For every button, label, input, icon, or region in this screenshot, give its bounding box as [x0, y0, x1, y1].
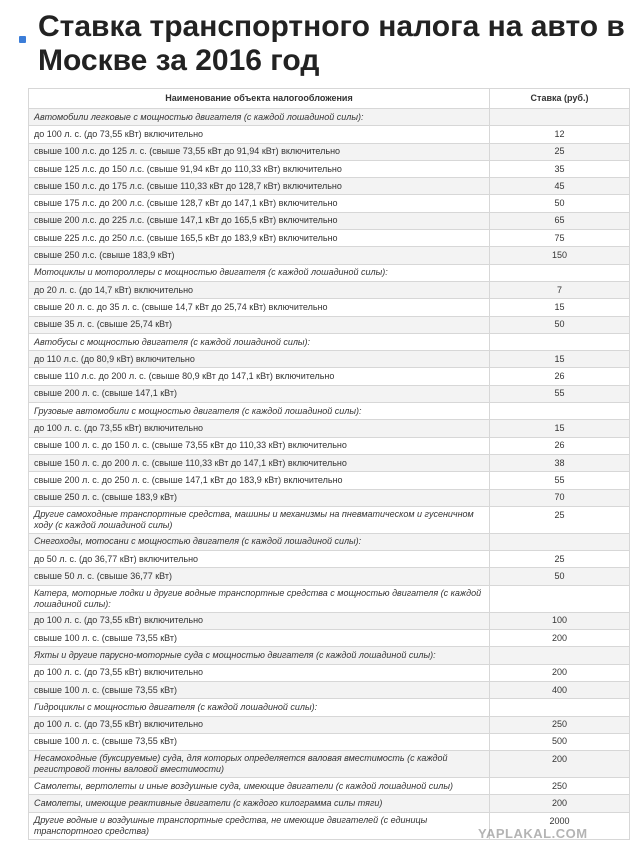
rate-cell: 26	[490, 437, 630, 454]
rate-cell: 35	[490, 160, 630, 177]
table-category-row	[29, 647, 630, 664]
rate-cell: 25	[490, 551, 630, 568]
object-name-cell: свыше 100 л. с. до 150 л. с. (свыше 73,55 кВт до 110,33 кВт) включительно	[29, 437, 490, 454]
table-row	[29, 551, 630, 568]
object-name-cell: свыше 110 л.с. до 200 л. с. (свыше 80,9 кВт до 147,1 кВт) включительно	[29, 368, 490, 385]
object-name-cell: до 100 л. с. (до 73,55 кВт) включительно	[29, 612, 490, 629]
table-category-row	[29, 795, 630, 812]
rate-cell	[490, 333, 630, 350]
table-row	[29, 454, 630, 471]
table-row	[29, 568, 630, 585]
header-rate: Ставка (руб.)	[490, 89, 630, 109]
rate-cell: 55	[490, 472, 630, 489]
category-name-cell: Яхты и другие парусно-моторные суда с мощностью двигателя (с каждой лошадиной силы):	[29, 647, 490, 664]
object-name-cell: свыше 250 л.с. (свыше 183,9 кВт)	[29, 247, 490, 264]
table-category-row	[29, 699, 630, 716]
rate-cell: 65	[490, 212, 630, 229]
table-row	[29, 178, 630, 195]
table-category-row	[29, 109, 630, 126]
rate-cell: 45	[490, 178, 630, 195]
object-name-cell: свыше 100 л. с. (свыше 73,55 кВт)	[29, 630, 490, 647]
category-name-cell: Грузовые автомобили с мощностью двигателя (с каждой лошадиной силы):	[29, 403, 490, 420]
table-category-row	[29, 506, 630, 533]
rate-cell: 70	[490, 489, 630, 506]
object-name-cell: свыше 100 л. с. (свыше 73,55 кВт)	[29, 681, 490, 698]
table-row	[29, 630, 630, 647]
table-row	[29, 420, 630, 437]
rate-cell: 2000	[490, 812, 630, 839]
rate-cell: 55	[490, 385, 630, 402]
table-row	[29, 681, 630, 698]
table-row	[29, 299, 630, 316]
object-name-cell: свыше 225 л.с. до 250 л.с. (свыше 165,5 кВт до 183,9 кВт) включительно	[29, 230, 490, 247]
table-category-row	[29, 778, 630, 795]
table-row	[29, 230, 630, 247]
rate-cell: 15	[490, 351, 630, 368]
object-name-cell: свыше 250 л. с. (свыше 183,9 кВт)	[29, 489, 490, 506]
rate-cell	[490, 585, 630, 612]
rate-cell: 150	[490, 247, 630, 264]
table-row	[29, 489, 630, 506]
category-name-cell: Гидроциклы с мощностью двигателя (с каждой лошадиной силы):	[29, 699, 490, 716]
table-row	[29, 281, 630, 298]
table-row	[29, 733, 630, 750]
rate-cell: 50	[490, 195, 630, 212]
table-row	[29, 143, 630, 160]
table-row	[29, 612, 630, 629]
table-row	[29, 160, 630, 177]
table-category-row	[29, 533, 630, 550]
object-name-cell: свыше 150 л.с. до 175 л.с. (свыше 110,33 кВт до 128,7 кВт) включительно	[29, 178, 490, 195]
rate-cell: 25	[490, 143, 630, 160]
category-name-cell: Катера, моторные лодки и другие водные транспортные средства с мощностью двигателя (с каждой лошадиной силы):	[29, 585, 490, 612]
table-row	[29, 126, 630, 143]
table-category-row	[29, 264, 630, 281]
title-bullet-icon	[19, 36, 26, 43]
rate-cell: 15	[490, 299, 630, 316]
rate-cell: 15	[490, 420, 630, 437]
rate-cell	[490, 647, 630, 664]
rate-cell: 200	[490, 630, 630, 647]
header-object-name: Наименование объекта налогообложения	[29, 89, 490, 109]
table-row	[29, 351, 630, 368]
rate-cell: 100	[490, 612, 630, 629]
table-row	[29, 472, 630, 489]
object-name-cell: свыше 200 л.с. до 225 л.с. (свыше 147,1 кВт до 165,5 кВт) включительно	[29, 212, 490, 229]
object-name-cell: до 100 л. с. (до 73,55 кВт) включительно	[29, 664, 490, 681]
table-category-row	[29, 403, 630, 420]
table-row	[29, 385, 630, 402]
rate-cell	[490, 533, 630, 550]
object-name-cell: свыше 50 л. с. (свыше 36,77 кВт)	[29, 568, 490, 585]
category-name-cell: Самолеты, имеющие реактивные двигатели (с каждого килограмма силы тяги)	[29, 795, 490, 812]
category-name-cell: Автобусы с мощностью двигателя (с каждой лошадиной силы):	[29, 333, 490, 350]
object-name-cell: свыше 150 л. с. до 200 л. с. (свыше 110,33 кВт до 147,1 кВт) включительно	[29, 454, 490, 471]
category-name-cell: Самолеты, вертолеты и иные воздушные суда, имеющие двигатели (с каждой лошадиной силы)	[29, 778, 490, 795]
table-row	[29, 212, 630, 229]
rate-cell	[490, 109, 630, 126]
rate-cell	[490, 264, 630, 281]
table-header-row	[29, 89, 630, 109]
rate-cell: 500	[490, 733, 630, 750]
table-row	[29, 247, 630, 264]
rate-cell: 26	[490, 368, 630, 385]
object-name-cell: свыше 100 л.с. до 125 л. с. (свыше 73,55 кВт до 91,94 кВт) включительно	[29, 143, 490, 160]
object-name-cell: до 100 л. с. (до 73,55 кВт) включительно	[29, 716, 490, 733]
rate-cell: 250	[490, 778, 630, 795]
object-name-cell: до 110 л.с. (до 80,9 кВт) включительно	[29, 351, 490, 368]
rate-cell: 12	[490, 126, 630, 143]
rate-cell	[490, 403, 630, 420]
object-name-cell: свыше 20 л. с. до 35 л. с. (свыше 14,7 кВт до 25,74 кВт) включительно	[29, 299, 490, 316]
table-body	[29, 109, 630, 840]
page-title: Ставка транспортного налога на авто в Москве за 2016 год	[38, 10, 625, 77]
table-category-row	[29, 585, 630, 612]
table-category-row	[29, 333, 630, 350]
category-name-cell: Автомобили легковые с мощностью двигателя (с каждой лошадиной силы):	[29, 109, 490, 126]
object-name-cell: до 20 л. с. (до 14,7 кВт) включительно	[29, 281, 490, 298]
object-name-cell: свыше 35 л. с. (свыше 25,74 кВт)	[29, 316, 490, 333]
rate-cell: 200	[490, 751, 630, 778]
rate-cell	[490, 699, 630, 716]
category-name-cell: Другие самоходные транспортные средства, машины и механизмы на пневматическом и гусеничном ходу (с каждой лошадиной силы)	[29, 506, 490, 533]
site-watermark: YAPLAKAL.COM	[478, 826, 588, 841]
table-row	[29, 316, 630, 333]
rate-cell: 75	[490, 230, 630, 247]
object-name-cell: до 100 л. с. (до 73,55 кВт) включительно	[29, 420, 490, 437]
category-name-cell: Другие водные и воздушные транспортные средства, не имеющие двигателей (с единицы транспортного средства)	[29, 812, 490, 839]
category-name-cell: Снегоходы, мотосани с мощностью двигателя (с каждой лошадиной силы):	[29, 533, 490, 550]
table-row	[29, 664, 630, 681]
object-name-cell: до 100 л. с. (до 73,55 кВт) включительно	[29, 126, 490, 143]
table-row	[29, 368, 630, 385]
category-name-cell: Мотоциклы и мотороллеры с мощностью двигателя (с каждой лошадиной силы):	[29, 264, 490, 281]
rate-cell: 38	[490, 454, 630, 471]
rate-cell: 250	[490, 716, 630, 733]
object-name-cell: свыше 100 л. с. (свыше 73,55 кВт)	[29, 733, 490, 750]
category-name-cell: Несамоходные (буксируемые) суда, для которых определяется валовая вместимость (с каждой регистровой тонны валовой вместимости)	[29, 751, 490, 778]
table-category-row	[29, 751, 630, 778]
rate-cell: 200	[490, 664, 630, 681]
object-name-cell: свыше 175 л.с. до 200 л.с. (свыше 128,7 кВт до 147,1 кВт) включительно	[29, 195, 490, 212]
table-row	[29, 195, 630, 212]
rate-cell: 50	[490, 568, 630, 585]
object-name-cell: свыше 200 л. с. до 250 л. с. (свыше 147,1 кВт до 183,9 кВт) включительно	[29, 472, 490, 489]
tax-rate-table	[28, 88, 630, 840]
rate-cell: 25	[490, 506, 630, 533]
object-name-cell: до 50 л. с. (до 36,77 кВт) включительно	[29, 551, 490, 568]
rate-cell: 50	[490, 316, 630, 333]
table-row	[29, 437, 630, 454]
table-row	[29, 716, 630, 733]
rate-cell: 400	[490, 681, 630, 698]
object-name-cell: свыше 200 л. с. (свыше 147,1 кВт)	[29, 385, 490, 402]
object-name-cell: свыше 125 л.с. до 150 л.с. (свыше 91,94 кВт до 110,33 кВт) включительно	[29, 160, 490, 177]
rate-cell: 200	[490, 795, 630, 812]
rate-cell: 7	[490, 281, 630, 298]
